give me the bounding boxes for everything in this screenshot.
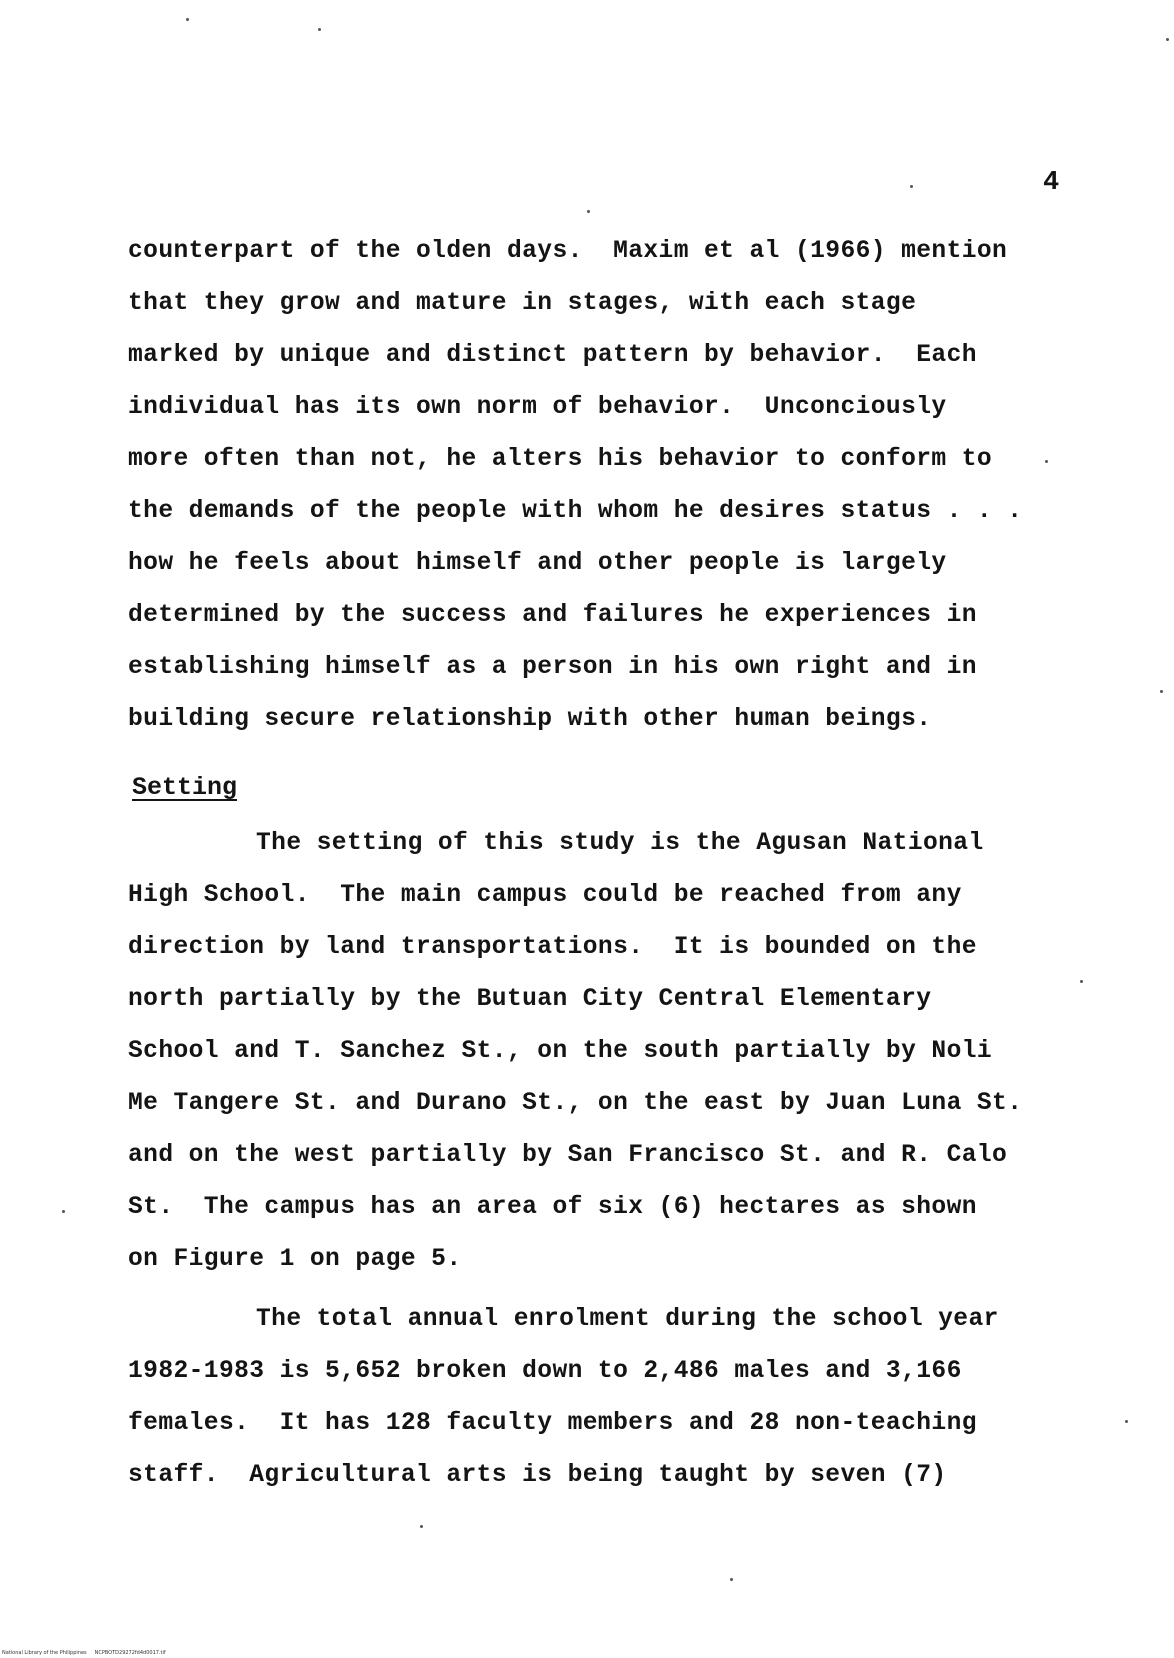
text-line: The setting of this study is the Agusan National xyxy=(256,830,984,857)
scan-speck xyxy=(1166,38,1169,41)
section-heading-setting: Setting xyxy=(132,773,238,802)
text-line: the demands of the people with whom he desires status . . . xyxy=(128,498,1023,525)
scan-speck xyxy=(1080,980,1083,983)
text-line: on Figure 1 on page 5. xyxy=(128,1246,462,1273)
scan-speck xyxy=(318,28,321,31)
text-line: building secure relationship with other human beings. xyxy=(128,706,932,733)
text-line: School and T. Sanchez St., on the south partially by Noli xyxy=(128,1038,993,1065)
paragraph-maxim-quote xyxy=(128,226,1068,746)
scan-speck xyxy=(186,18,189,21)
text-line: how he feels about himself and other people is largely xyxy=(128,550,947,577)
text-line: Me Tangere St. and Durano St., on the east by Juan Luna St. xyxy=(128,1090,1023,1117)
text-line: counterpart of the olden days. Maxim et al (1966) mention xyxy=(128,238,1008,265)
scan-speck xyxy=(587,210,590,213)
scan-speck xyxy=(730,1578,733,1581)
text-line: The total annual enrolment during the school year xyxy=(256,1306,999,1333)
scan-speck xyxy=(1045,460,1048,463)
paragraph-setting xyxy=(128,818,1068,1286)
scan-speck xyxy=(910,185,913,188)
scan-speck xyxy=(1160,690,1163,693)
text-line: determined by the success and failures he experiences in xyxy=(128,602,977,629)
scan-speck xyxy=(62,1210,65,1213)
text-line: 1982-1983 is 5,652 broken down to 2,486 males and 3,166 xyxy=(128,1358,962,1385)
text-line: marked by unique and distinct pattern by behavior. Each xyxy=(128,342,977,369)
page-number: 4 xyxy=(1043,168,1060,198)
text-line: north partially by the Butuan City Central Elementary xyxy=(128,986,932,1013)
scan-speck xyxy=(1125,1420,1128,1423)
text-line: St. The campus has an area of six (6) hectares as shown xyxy=(128,1194,977,1221)
text-line: females. It has 128 faculty members and 28 non-teaching xyxy=(128,1410,977,1437)
scan-footer: National Library of the Philippines NCPBOTD29272fd4d0017.tif xyxy=(2,1650,166,1656)
text-line: staff. Agricultural arts is being taught by seven (7) xyxy=(128,1462,947,1489)
text-line: and on the west partially by San Francisco St. and R. Calo xyxy=(128,1142,1008,1169)
text-line: direction by land transportations. It is bounded on the xyxy=(128,934,977,961)
scan-speck xyxy=(420,1525,423,1528)
paragraph-enrolment xyxy=(128,1294,1068,1502)
text-line: establishing himself as a person in his own right and in xyxy=(128,654,977,681)
text-line: more often than not, he alters his behavior to conform to xyxy=(128,446,993,473)
text-line: High School. The main campus could be reached from any xyxy=(128,882,962,909)
text-line: individual has its own norm of behavior. Unconciously xyxy=(128,394,947,421)
text-line: that they grow and mature in stages, with each stage xyxy=(128,290,917,317)
